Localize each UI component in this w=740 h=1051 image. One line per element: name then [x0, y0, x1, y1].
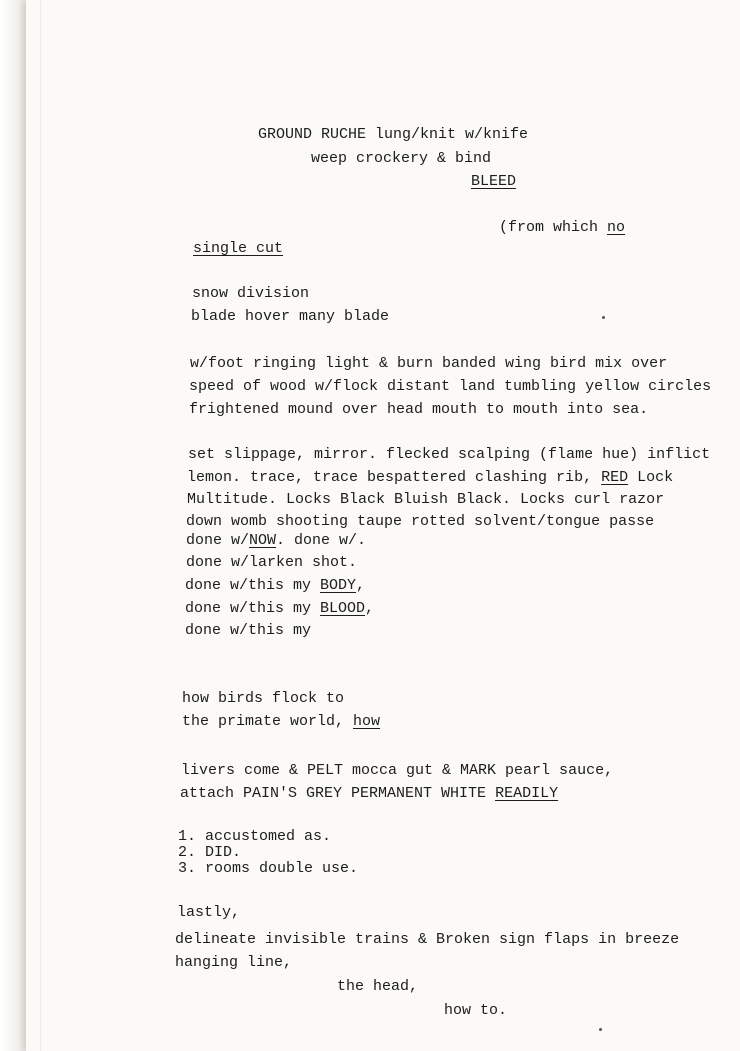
- line-18: done w/this my BLOOD,: [185, 600, 375, 617]
- line-11: set slippage, mirror. flecked scalping (flame hue) inflict: [188, 446, 711, 463]
- list-item-1: 1. accustomed as.: [178, 828, 332, 845]
- line-2: weep crockery & bind: [311, 150, 492, 167]
- line-7: blade hover many blade: [191, 308, 390, 325]
- line-15: done w/NOW. done w/.: [186, 532, 367, 549]
- line-21: the primate world, how: [182, 713, 381, 730]
- line-31: how to.: [444, 1002, 508, 1019]
- line-16: done w/larken shot.: [186, 554, 358, 571]
- line-6: snow division: [192, 285, 310, 302]
- line-5: single cut: [193, 240, 284, 257]
- line-28: delineate invisible trains & Broken sign flaps in breeze: [175, 931, 680, 948]
- line-19: done w/this my: [185, 622, 312, 639]
- line-1: GROUND RUCHE lung/knit w/knife: [258, 126, 529, 143]
- line-4: (from which no: [499, 219, 626, 236]
- line-17: done w/this my BODY,: [185, 577, 366, 594]
- line-23: attach PAIN'S GREY PERMANENT WHITE READILY: [180, 785, 559, 802]
- line-29: hanging line,: [175, 954, 293, 971]
- line-10: frightened mound over head mouth to mouth into sea.: [189, 401, 649, 418]
- line-14: down womb shooting taupe rotted solvent/tongue passe: [186, 513, 655, 530]
- line-9: speed of wood w/flock distant land tumbling yellow circles: [189, 378, 712, 395]
- line-3: BLEED: [471, 173, 517, 190]
- list-item-2: 2. DID.: [178, 844, 242, 861]
- page-edge-strip: [0, 0, 26, 1051]
- ink-speck: [602, 316, 605, 319]
- page-edge-line: [40, 0, 41, 1051]
- line-30: the head,: [337, 978, 419, 995]
- line-8: w/foot ringing light & burn banded wing bird mix over: [190, 355, 668, 372]
- line-20: how birds flock to: [182, 690, 345, 707]
- line-13: Multitude. Locks Black Bluish Black. Locks curl razor: [187, 491, 665, 508]
- line-27: lastly,: [177, 904, 241, 921]
- list-item-3: 3. rooms double use.: [178, 860, 359, 877]
- line-22: livers come & PELT mocca gut & MARK pearl sauce,: [181, 762, 614, 779]
- line-12: lemon. trace, trace bespattered clashing rib, RED Lock: [187, 469, 674, 486]
- ink-speck-2: [599, 1028, 602, 1031]
